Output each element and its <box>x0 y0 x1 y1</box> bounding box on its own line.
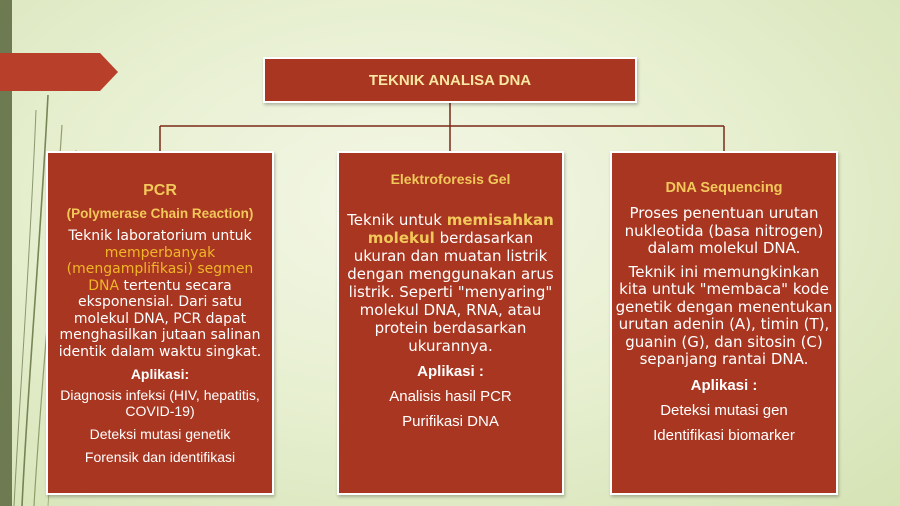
elektroforesis-desc-pre: Teknik untuk <box>347 211 447 229</box>
elektroforesis-applications-label: Aplikasi : <box>417 363 484 380</box>
pcr-description <box>52 228 268 360</box>
elektroforesis-application-item: Purifikasi DNA <box>402 413 499 430</box>
pcr-subtitle: (Polymerase Chain Reaction) <box>66 206 254 221</box>
pcr-application-item: Forensik dan identifikasi <box>84 449 236 465</box>
sequencing-application-item: Deteksi mutasi gen <box>660 401 788 419</box>
pcr-applications-label: Aplikasi: <box>130 366 190 382</box>
diagram-title-box <box>263 57 637 103</box>
pcr-desc-post: tertentu secara eksponensial. Dari satu molekul DNA, PCR dapat menghasilkan jutaan salinan identik dalam waktu singkat. <box>58 277 262 360</box>
pcr-box <box>46 151 274 495</box>
elektroforesis-box <box>337 151 564 495</box>
sequencing-application-item: Identifikasi biomarker <box>653 426 795 444</box>
elektroforesis-desc-highlight: memisahkan molekul <box>367 211 554 247</box>
elektroforesis-title: Elektroforesis Gel <box>390 171 511 187</box>
pcr-desc-pre: Teknik laboratorium untuk <box>68 228 252 244</box>
elektroforesis-application-item: Analisis hasil PCR <box>389 388 512 405</box>
sequencing-description-1: Proses penentuan urutan nukleotida (basa nitrogen) dalam molekul DNA. <box>624 204 824 257</box>
pcr-desc-highlight: memperbanyak (mengamplifikasi) segmen DNA <box>66 244 254 294</box>
sequencing-title: DNA Sequencing <box>665 180 783 196</box>
pcr-application-item: Deteksi mutasi genetik <box>89 426 231 442</box>
elektroforesis-description <box>341 211 560 355</box>
pcr-application-item: Diagnosis infeksi (HIV, hepatitis, COVID-19) <box>60 387 260 419</box>
sequencing-box <box>610 151 838 495</box>
diagram-title: TEKNIK ANALISA DNA <box>368 71 532 89</box>
elektroforesis-desc-post: berdasarkan ukuran dan muatan listrik dengan menggunakan arus listrik. Seperti "menyaring" molekul DNA, RNA, atau protein berdasarkan ukurannya. <box>347 229 554 355</box>
sequencing-applications-label: Aplikasi : <box>690 376 758 394</box>
pcr-title: PCR <box>143 182 177 199</box>
sequencing-description-2: Teknik ini memungkinkan kita untuk "membaca" kode genetik dengan menentukan urutan adenin (A), timin (T), guanin (G), dan sitosin (C) sepanjang rantai DNA. <box>615 262 833 368</box>
